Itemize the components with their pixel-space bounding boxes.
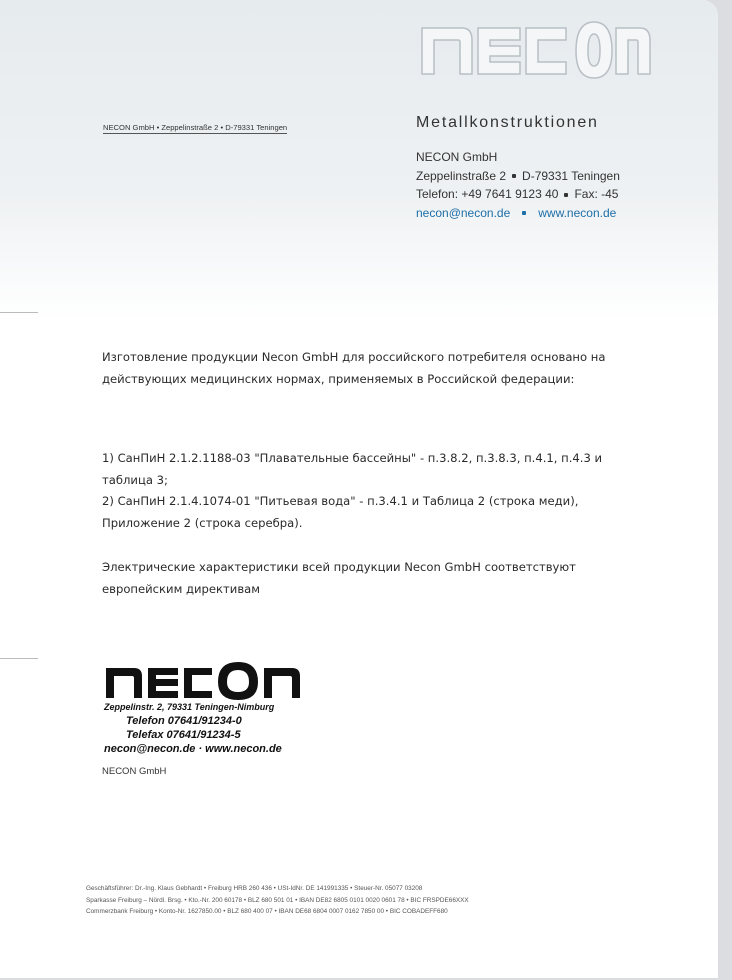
address-line: [416, 167, 620, 186]
address-city: D-79331 Teningen: [522, 168, 620, 183]
footer-line-2: Sparkasse Freiburg – Nördl. Brsg. • Kto.-Nr. 200 60178 • BLZ 680 501 01 • IBAN DE82 6805 0101 0020 0601 78 • BIC FRSPDE66XXX: [86, 896, 469, 904]
address-street: Zeppelinstraße 2: [416, 168, 507, 183]
stamp-telefax: Telefax 07641/91234-5: [126, 729, 241, 741]
contact-block: [416, 148, 620, 222]
necon-logo-top: [414, 14, 654, 80]
fold-mark: [0, 658, 38, 659]
company-name: NECON GmbH: [416, 150, 498, 164]
footer: [86, 883, 666, 918]
signature-name: NECON GmbH: [102, 766, 167, 777]
list-item-1: 1) СанПиН 2.1.2.1188-03 "Плавательные бассейны" - п.3.8.2, п.3.8.3, п.4.1, п.4.3 и таблица 3;: [102, 451, 603, 487]
fold-mark: [0, 312, 38, 313]
stamp-telefon: Telefon 07641/91234-0: [126, 715, 242, 727]
stamp-address: Zeppelinstr. 2, 79331 Teningen-Nimburg: [104, 702, 275, 712]
phone: Telefon: +49 7641 9123 40: [416, 187, 559, 201]
intro-paragraph: Изготовление продукции Necon GmbH для российского потребителя основано на действующих медицинских нормах, применяемых в Российской федерации:: [102, 350, 606, 386]
fax: Fax: -45: [574, 187, 619, 201]
stamp-email-web: necon@necon.de · www.necon.de: [104, 743, 282, 755]
phone-line: [416, 185, 620, 204]
email-link[interactable]: necon@necon.de: [416, 205, 511, 220]
footer-line-1: Geschäftsführer: Dr.-Ing. Klaus Gebhardt • Freiburg HRB 260 436 • USt-IdNr. DE 141991335 • Steuer-Nr. 05077 03208: [86, 885, 423, 892]
bullet-icon: [522, 211, 526, 215]
bullet-icon: [564, 193, 568, 197]
stamp-block: [104, 700, 282, 756]
necon-stamp-logo: [104, 660, 304, 700]
website-link[interactable]: www.necon.de: [538, 205, 617, 220]
footer-line-3: Commerzbank Freiburg • Konto-Nr. 1627850.00 • BLZ 680 400 07 • IBAN DE68 6804 0007 0162 7850 00 • BIC COBADEFF680: [86, 908, 448, 915]
sender-return-line: NECON GmbH • Zeppelinstraße 2 • D-79331 Teningen: [103, 123, 288, 132]
list-item-2: 2) СанПиН 2.1.4.1074-01 "Питьевая вода" - п.3.4.1 и Таблица 2 (строка меди), Приложение 2 (строка серебра).: [102, 494, 579, 530]
company-tagline: Metallkonstruktionen: [416, 114, 599, 131]
bullet-icon: [512, 174, 516, 178]
closing-paragraph: Электрические характеристики всей продукции Necon GmbH соответствуют европейским директивам: [102, 560, 576, 596]
web-line: [416, 204, 620, 223]
